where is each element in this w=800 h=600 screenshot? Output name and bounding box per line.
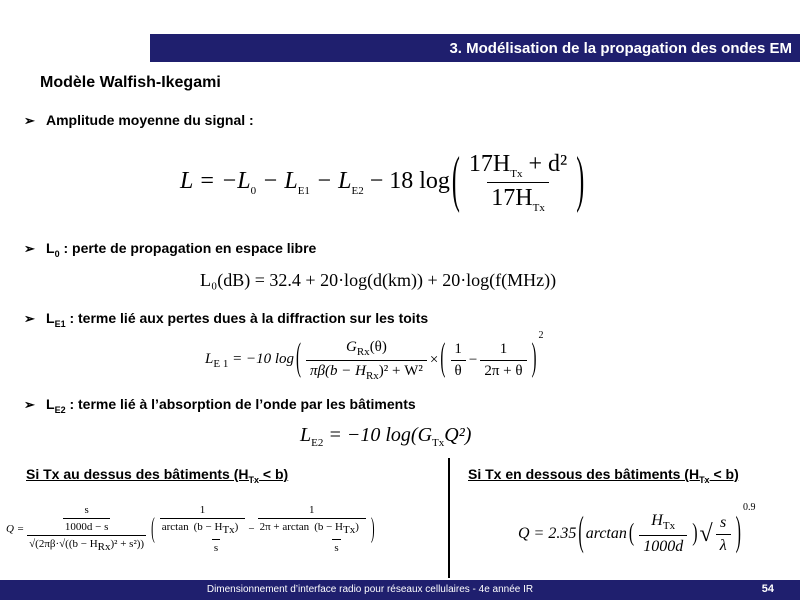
bullet-text: Amplitude moyenne du signal : [46, 112, 254, 128]
bullet-l0: ➢ $L_0$ : perte de propagation en espace libre [24, 240, 317, 259]
section-header-bar [150, 34, 800, 62]
footer-bar [0, 580, 800, 600]
column-divider [448, 458, 450, 578]
le2-formula: $L_{E2} = -10$ $\log(G_{Tx}Q^2)$ [300, 424, 472, 449]
right-q-formula: Q = 2.35 ( arctan ( $\frac{H_{Tx}}{1000d}$ ) √ $\frac{s}{\lambda}$ ) $^{0.9}$ [518, 502, 756, 555]
arrow-bullet-icon: ➢ [24, 241, 35, 256]
bullet-amplitude [24, 112, 254, 129]
left-column-title: Si Tx au dessus des bâtiments $(H_{Tx} < b)$ [26, 466, 289, 485]
l0-formula: L₀(dB) = 32.4 + 20·log(d(km)) + 20·log(f(MHz)) [200, 270, 557, 290]
right-column-title: Si Tx en dessous des bâtiments $(H_{Tx} < b)$ [468, 466, 739, 485]
arrow-bullet-icon: ➢ [24, 311, 35, 326]
bullet-le2: ➢ $L_{E2}$ : terme lié à l’absorption de l’onde par les bâtiments [24, 396, 416, 415]
footer-text: Dimensionnement d’interface radio pour réseaux cellulaires - 4e année IR [206, 584, 534, 595]
left-q-formula: Q = $\frac{\frac{s}{1000d - s}}{√(2\pi\beta\cdot√((b - H_{Rx})^2 + s^2))}$ ( 1 arctan $\frac{(b - H_{Tx})}{s}$ − 1 2π + arctan $\frac{(b - H_{Tx})}{s}$ ) [6, 504, 375, 554]
arrow-bullet-icon: ➢ [24, 113, 35, 128]
bullet-le1: ➢ $L_{E1}$ : terme lié aux pertes dues à la diffraction sur les toits [24, 310, 429, 329]
main-formula: $L = -L_0 - L_{E1} - L_{E2} - 18$ log ( $\frac{17H_{Tx} + d^2}{17H_{Tx}}$ ) [180, 146, 585, 215]
arrow-bullet-icon: ➢ [24, 397, 35, 412]
slide-title: Modèle Walfish-Ikegami [40, 74, 221, 91]
page-number: 54 [761, 583, 774, 595]
section-title: 3. Modélisation de la propagation des ondes EM [449, 39, 792, 57]
le1-formula: $L_{E 1} = -10$ log ( $\frac{G_{Rx}(\theta)}{\pi\beta(b - H_{Rx})^2 + W^2}$ × ( $\frac{1}{\theta}$ − $\frac{1}{2\pi + \theta}$ ) $^2$ [205, 330, 544, 382]
